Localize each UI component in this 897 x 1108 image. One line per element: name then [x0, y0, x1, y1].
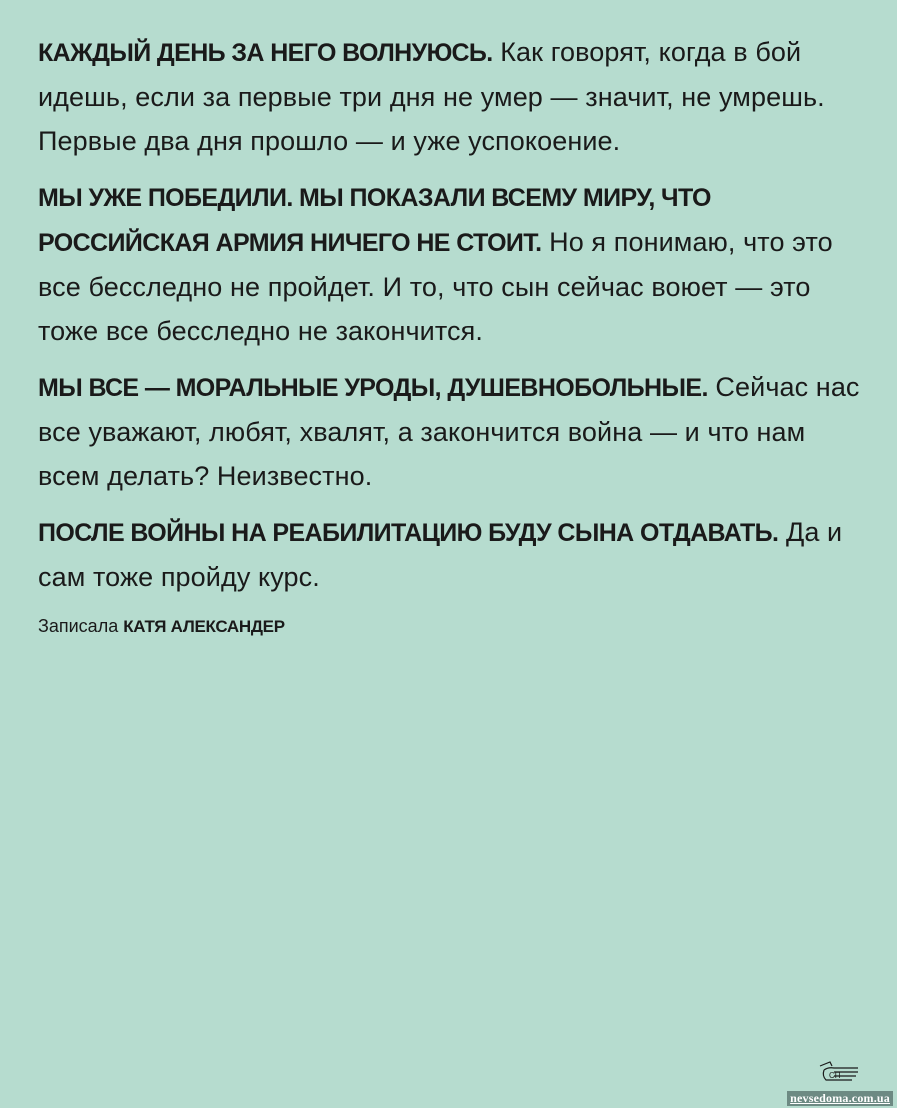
paragraph-3: [38, 365, 868, 498]
byline-author: КАТЯ АЛЕКСАНДЕР: [123, 617, 285, 636]
paragraph-text: Да и сам тоже пройду курс.: [38, 517, 843, 592]
paragraph-lead: ПОСЛЕ ВОЙНЫ НА РЕАБИЛИТАЦИЮ БУДУ СЫНА ОТДАВАТЬ.: [38, 519, 779, 547]
byline: [38, 613, 868, 640]
logo-text: СП: [829, 1071, 841, 1080]
byline-prefix: Записала: [38, 616, 119, 636]
article-body: [38, 30, 868, 640]
paragraph-lead: МЫ ВСЕ — МОРАЛЬНЫЕ УРОДЫ, ДУШЕВНОБОЛЬНЫЕ.: [38, 374, 708, 402]
watermark: nevsedoma.com.ua: [787, 1091, 893, 1106]
paragraph-1: [38, 30, 868, 163]
paragraph-text: Но я понимаю, что это все бесследно не пройдет. И то, что сын сейчас воюет — это тоже все бесследно не закончится.: [38, 227, 833, 346]
paragraph-text: Как говорят, когда в бой идешь, если за первые три дня не умер — значит, не умрешь. Первые два дня прошло — и уже успокоение.: [38, 37, 825, 156]
paragraph-4: [38, 510, 868, 599]
paragraph-lead: КАЖДЫЙ ДЕНЬ ЗА НЕГО ВОЛНУЮСЬ.: [38, 39, 493, 67]
paragraph-lead: МЫ УЖЕ ПОБЕДИЛИ. МЫ ПОКАЗАЛИ ВСЕМУ МИРУ, ЧТО РОССИЙСКАЯ АРМИЯ НИЧЕГО НЕ СТОИТ.: [38, 184, 711, 257]
paragraph-text: Сейчас нас все уважают, любят, хвалят, а закончится война — и что нам всем делать? Неизвестно.: [38, 372, 860, 491]
paragraph-2: [38, 175, 868, 353]
hand-logo-icon: [818, 1060, 862, 1084]
